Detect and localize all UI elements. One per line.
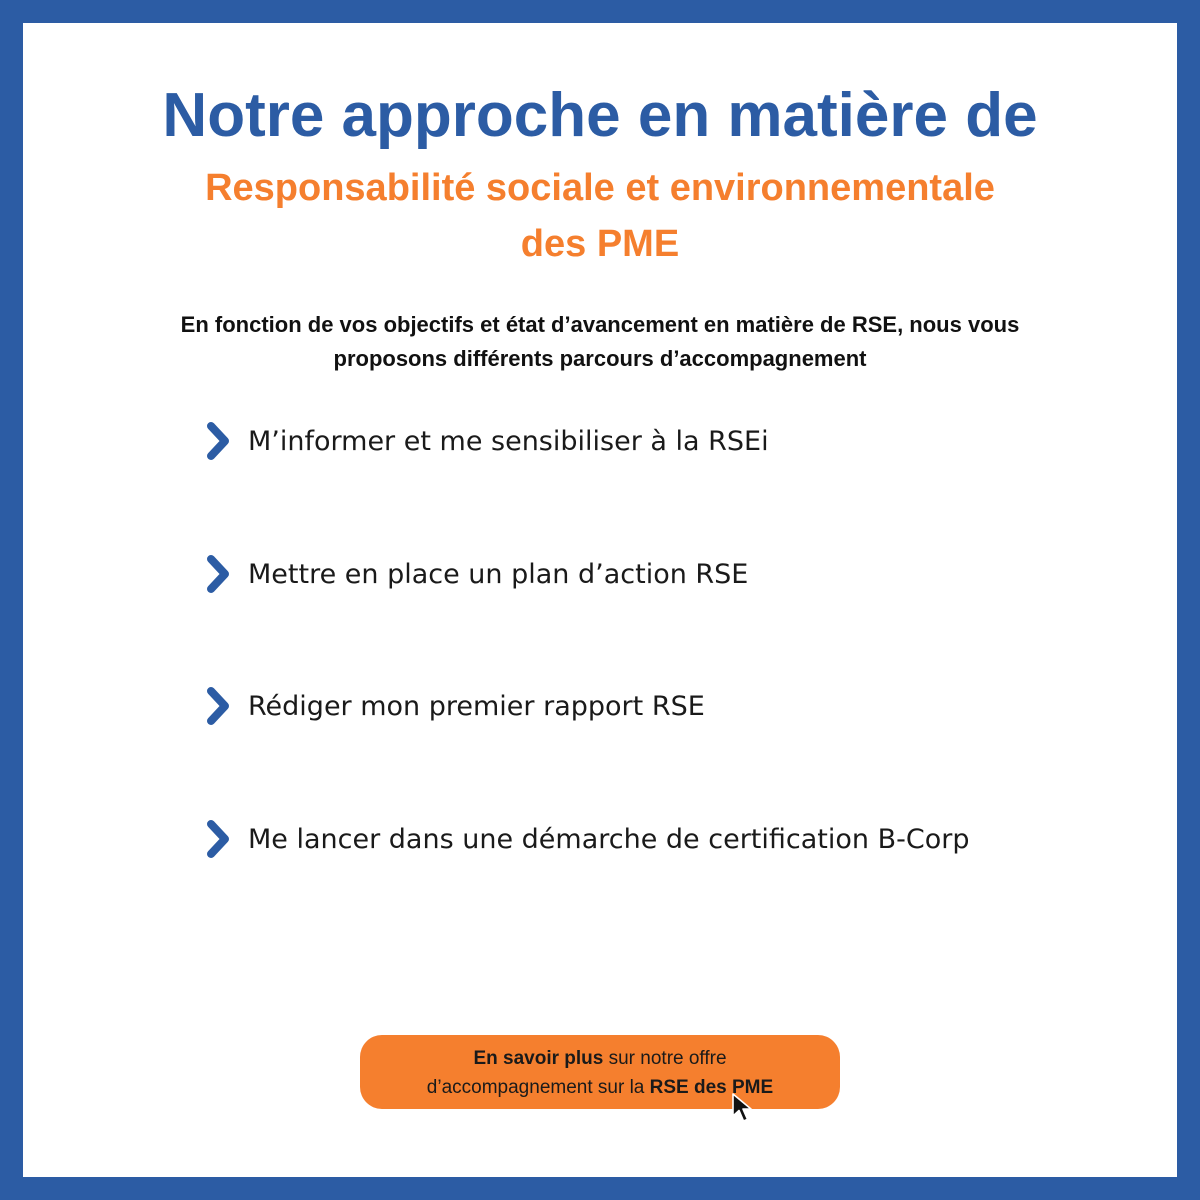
page-title: Notre approche en matière de — [162, 81, 1038, 150]
mouse-pointer-icon — [731, 1092, 755, 1124]
cta-bold-1: En savoir plus — [473, 1048, 604, 1069]
page-subtitle — [0, 160, 1200, 272]
chevron-right-icon — [205, 686, 233, 726]
list-item — [205, 817, 969, 861]
cta-text-2: d’accompagnement sur la — [426, 1077, 650, 1098]
list-item — [205, 684, 705, 728]
subtitle-line-1: Responsabilité sociale et environnementale — [205, 167, 995, 209]
subtitle-line-2: des PME — [520, 223, 680, 265]
cta-bold-2: RSE des PME — [649, 1077, 774, 1098]
intro-line-1: En fonction de vos objectifs et état d’avancement en matière de RSE, nous vous — [180, 312, 1020, 337]
chevron-right-icon — [205, 819, 233, 859]
intro-text — [100, 308, 1100, 376]
intro-line-2: proposons différents parcours d’accompagnement — [333, 346, 867, 371]
learn-more-button[interactable] — [360, 1035, 840, 1109]
list-item-label: Mettre en place un plan d’action RSE — [248, 558, 749, 590]
list-item-label: Me lancer dans une démarche de certification B-Corp — [248, 823, 970, 855]
cta-text-1: sur notre offre — [603, 1048, 727, 1069]
list-item — [205, 552, 748, 596]
list-item-label: M’informer et me sensibiliser à la RSEi — [248, 425, 769, 457]
list-item-label: Rédiger mon premier rapport RSE — [248, 690, 705, 722]
chevron-right-icon — [205, 554, 233, 594]
chevron-right-icon — [205, 421, 233, 461]
list-item — [205, 419, 769, 463]
